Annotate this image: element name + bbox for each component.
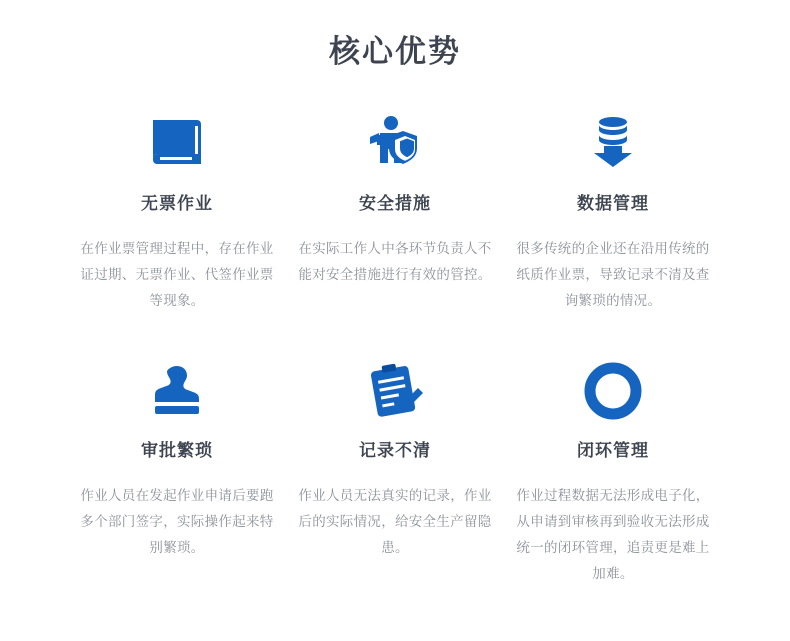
grid-row-gap [0,314,790,360]
advantages-grid [0,113,790,587]
advantage-card-anquan [286,113,504,314]
advantage-desc: 在作业票管理过程中，存在作业证过期、无票作业、代签作业票等现象。 [80,241,274,308]
advantage-title: 审批繁琐 [141,441,213,460]
circle-loop-icon [584,360,642,422]
database-download-icon [582,113,644,175]
page-title: 核心优势 [329,34,461,69]
advantage-title: 无票作业 [141,194,213,213]
advantage-card-jilu [286,360,504,587]
advantage-title: 安全措施 [359,194,431,213]
advantage-title: 闭环管理 [577,441,649,460]
stamp-icon [149,360,205,422]
book-icon [147,113,207,175]
advantage-card-shuju [504,113,722,314]
advantage-card-bihuan [504,360,722,587]
advantage-title: 数据管理 [577,194,649,213]
advantage-title: 记录不清 [359,441,431,460]
advantage-desc: 作业人员在发起作业申请后要跑多个部门签字，实际操作起来特别繁琐。 [80,488,274,555]
advantage-desc: 作业人员无法真实的记录，作业后的实际情况，给安全生产留隐患。 [298,488,492,555]
advantage-card-wupiao [68,113,286,314]
advantage-desc: 在实际工作人中各环节负责人不能对安全措施进行有效的管控。 [298,241,492,282]
worker-shield-icon [367,113,423,175]
advantage-card-shenpi [68,360,286,587]
clipboard-pen-icon [366,360,424,422]
advantage-desc: 很多传统的企业还在沿用传统的纸质作业票，导致记录不清及查询繁琐的情况。 [516,241,710,308]
advantage-desc: 作业过程数据无法形成电子化，从申请到审核再到验收无法形成统一的闭环管理，追责更是难上加难。 [516,488,710,581]
